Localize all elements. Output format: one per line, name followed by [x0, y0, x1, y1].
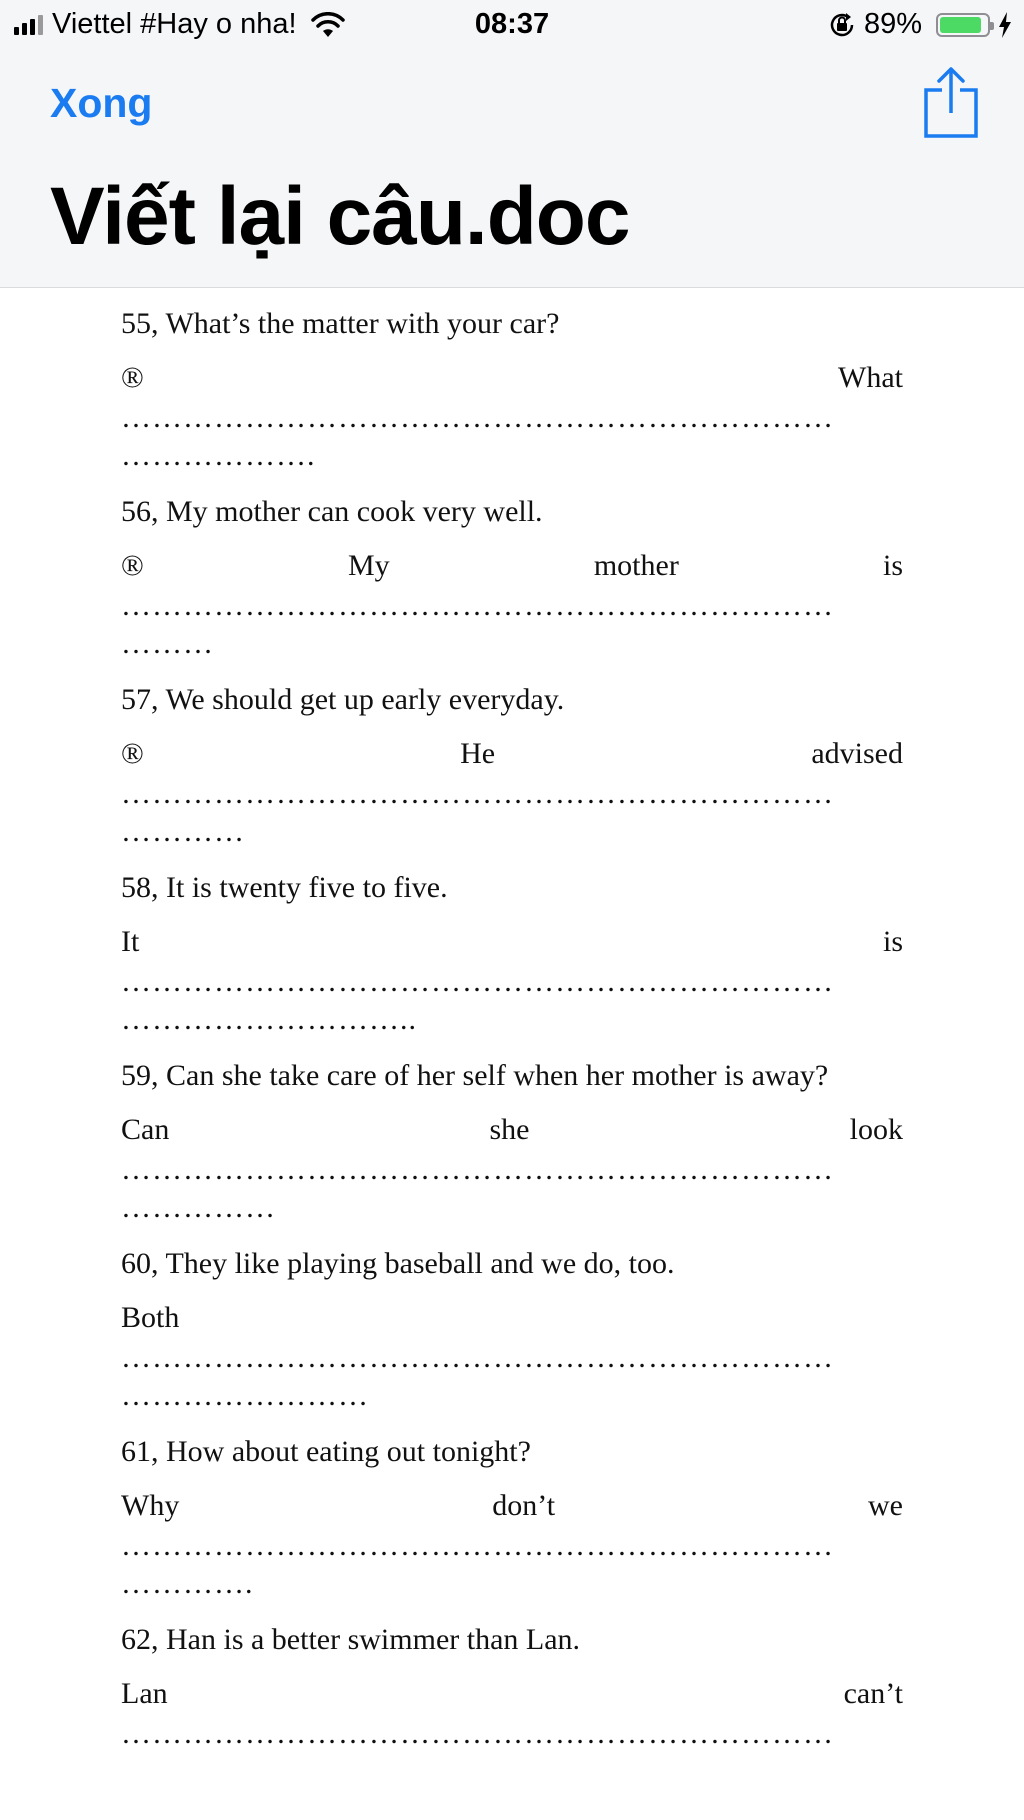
exercise-question: 57, We should get up early everyday.	[121, 683, 565, 716]
answer-word: Can	[121, 1113, 170, 1146]
answer-word: don’t	[492, 1489, 556, 1522]
answer-word: Why	[121, 1489, 180, 1522]
exercise-item	[121, 851, 903, 1039]
exercise-question: 62, Han is a better swimmer than Lan.	[121, 1623, 581, 1656]
answer-word: can’t	[843, 1677, 903, 1710]
exercise-item	[121, 475, 903, 663]
answer-prompt	[121, 735, 903, 773]
exercise-question: 55, What’s the matter with your car?	[121, 307, 560, 340]
status-time: 08:37	[474, 8, 550, 40]
answer-word: look	[849, 1113, 903, 1146]
answer-word: ®	[121, 361, 144, 394]
document-title: Viết lại câu.doc	[50, 171, 630, 262]
answer-word: He	[460, 737, 496, 770]
answer-prompt	[121, 1487, 903, 1525]
answer-word: What	[838, 361, 903, 394]
answer-word: advised	[811, 737, 903, 770]
answer-word: we	[868, 1489, 903, 1522]
exercise-item	[121, 1603, 903, 1753]
answer-word: Lan	[121, 1677, 168, 1710]
answer-blank-line: ……………	[121, 1191, 276, 1224]
answer-blank-line: ……………………………………………………………	[121, 1153, 834, 1186]
answer-word: is	[882, 549, 903, 582]
charging-icon	[998, 12, 1012, 38]
exercise-item	[121, 1039, 903, 1227]
battery-icon	[936, 13, 990, 37]
answer-blank-line: ……………………	[121, 1379, 369, 1412]
answer-prompt	[121, 547, 903, 585]
exercise-question: 59, Can she take care of her self when her mother is away?	[121, 1059, 829, 1092]
status-bar	[0, 0, 1024, 52]
answer-word: mother	[593, 549, 679, 582]
done-button[interactable]: Xong	[50, 80, 153, 126]
answer-blank-line: ……………………………………………………………	[121, 1341, 834, 1374]
answer-blank-line: ……………………………………………………………	[121, 965, 834, 998]
document-content	[121, 287, 903, 1753]
exercise-question: 58, It is twenty five to five.	[121, 871, 448, 904]
navigation-header	[0, 0, 1024, 288]
answer-prompt	[121, 1675, 903, 1713]
exercise-question: 60, They like playing baseball and we do, too.	[121, 1247, 675, 1280]
answer-word: My	[347, 549, 390, 582]
exercise-item	[121, 287, 903, 475]
battery-percent: 89%	[863, 8, 922, 40]
answer-prompt	[121, 359, 903, 397]
answer-word: Both	[121, 1301, 180, 1334]
exercise-item	[121, 1227, 903, 1415]
rotation-lock-icon	[828, 11, 856, 39]
carrier-name: Viettel #Hay o nha!	[52, 8, 297, 40]
exercise-item	[121, 663, 903, 851]
answer-word: ®	[121, 737, 144, 770]
answer-blank-line: ………………………..	[121, 1003, 417, 1036]
answer-blank-line: ………	[121, 627, 214, 660]
answer-blank-line: ………….	[121, 1567, 254, 1600]
answer-blank-line: ……………………………………………………………	[121, 1529, 834, 1562]
exercise-question: 56, My mother can cook very well.	[121, 495, 543, 528]
answer-blank-line: ……………………………………………………………	[121, 1717, 834, 1750]
answer-word: It	[121, 925, 140, 958]
answer-blank-line: …………	[121, 815, 245, 848]
answer-prompt	[121, 1111, 903, 1149]
answer-blank-line: ……………….	[121, 439, 316, 472]
answer-word: is	[882, 925, 903, 958]
battery-fill	[940, 17, 981, 33]
answer-blank-line: ……………………………………………………………	[121, 777, 834, 810]
answer-prompt	[121, 923, 903, 961]
exercise-question: 61, How about eating out tonight?	[121, 1435, 531, 1468]
answer-blank-line: ……………………………………………………………	[121, 401, 834, 434]
answer-word: ®	[121, 549, 144, 582]
status-right	[828, 8, 1012, 41]
exercise-item	[121, 1415, 903, 1603]
answer-prompt	[121, 1299, 903, 1337]
answer-blank-line: ……………………………………………………………	[121, 589, 834, 622]
share-icon[interactable]	[922, 66, 980, 140]
answer-word: she	[489, 1113, 530, 1146]
